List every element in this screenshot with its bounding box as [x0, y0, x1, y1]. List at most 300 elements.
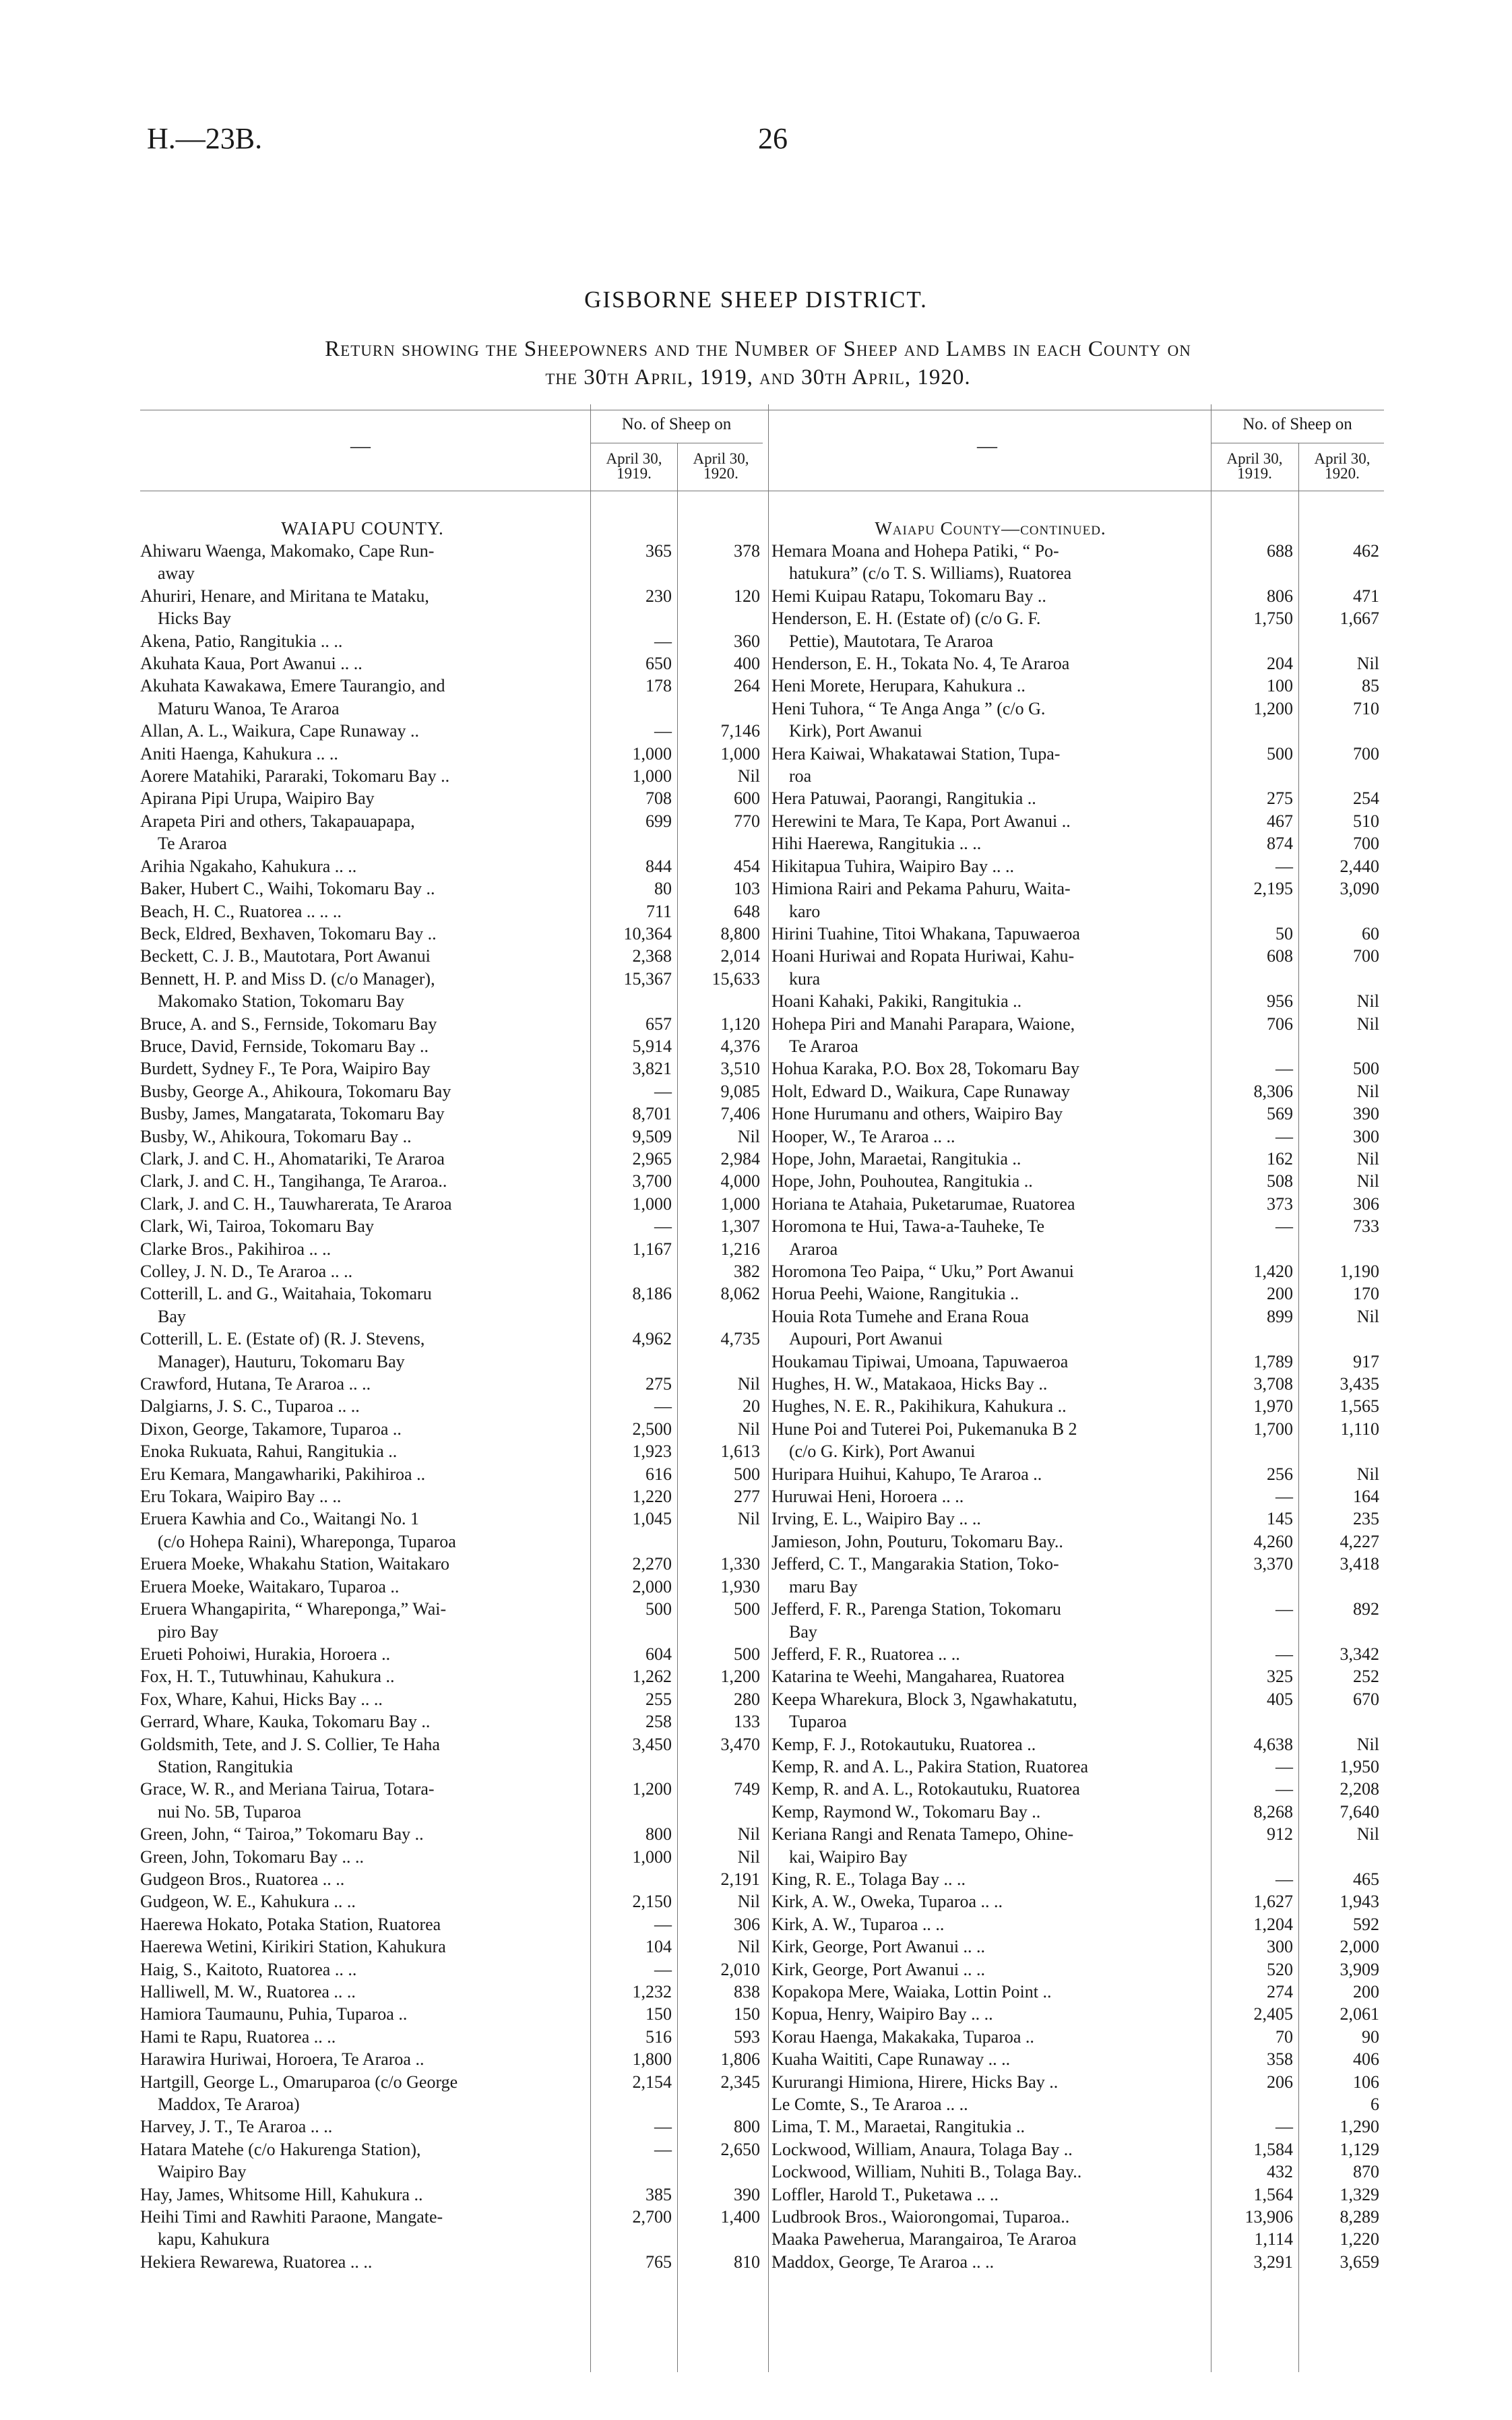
- table-row: [771, 1282, 1385, 1305]
- table-row: [140, 2206, 765, 2251]
- sheep-1919-value: —: [1275, 1644, 1293, 1664]
- sheep-1919-value: 274: [1267, 1982, 1293, 2002]
- owner-name-line: Clark, Wi, Tairoa, Tokomaru Bay: [140, 1216, 374, 1237]
- right-name-header: —: [977, 435, 997, 457]
- sheep-1919-value: 1,114: [1254, 2229, 1293, 2250]
- table-row: [140, 675, 765, 720]
- sheep-1920-value: 1,613: [720, 1441, 760, 1462]
- owner-name-line: Lockwood, William, Nuhiti B., Tolaga Bay..: [771, 2162, 1082, 2182]
- owner-name-line: Eru Tokara, Waipiro Bay .. ..: [140, 1487, 342, 1507]
- owner-name: [771, 855, 1211, 877]
- sheep-1920-value: 170: [1353, 1284, 1379, 1304]
- sheep-1919-value: 100: [1267, 676, 1293, 696]
- owner-name-line: Dixon, George, Takamore, Tuparoa ..: [140, 1419, 402, 1439]
- sheep-1919-value: —: [1275, 1599, 1293, 1619]
- left-1919-header: April 30, 1919.: [606, 450, 662, 482]
- sheep-1919-value: 4,962: [632, 1329, 672, 1349]
- table-row: [140, 923, 765, 945]
- owner-name: [140, 1013, 590, 1035]
- owner-name-line: Hihi Haerewa, Rangitukia .. ..: [771, 834, 982, 854]
- owner-name: [140, 1440, 590, 1462]
- sheep-1919-value: —: [1275, 856, 1293, 876]
- owner-name: [140, 2026, 590, 2048]
- owner-name: [771, 2115, 1211, 2138]
- sheep-1919-value: 80: [654, 879, 672, 899]
- owner-name: [140, 900, 590, 923]
- owner-name: [771, 1215, 1211, 1260]
- owner-name-line: Gudgeon, W. E., Kahukura .. ..: [140, 1892, 356, 1912]
- owner-name: [140, 1778, 590, 1823]
- table-row: [771, 1463, 1385, 1485]
- page-number: 26: [758, 122, 788, 155]
- owner-name-line: Clark, J. and C. H., Tangihanga, Te Araroa..: [140, 1171, 447, 1191]
- sheep-1919-value: 1,045: [632, 1509, 672, 1529]
- table-row: [771, 990, 1385, 1012]
- sheep-1919-value: 15,367: [623, 968, 672, 989]
- sheep-1919-value: 9,509: [632, 1126, 672, 1146]
- owner-name: [771, 2183, 1211, 2206]
- sheep-1919-value: 899: [1267, 1306, 1293, 1326]
- owner-name: [140, 540, 590, 585]
- owner-name-continuation: Maturu Wanoa, Te Araroa: [158, 698, 340, 718]
- sheep-1920-value: 1,110: [1340, 1419, 1379, 1439]
- table-row: [771, 1215, 1385, 1260]
- owner-name-line: Maddox, George, Te Araroa .. ..: [771, 2252, 995, 2272]
- owner-name: [771, 1958, 1211, 1981]
- owner-name-line: Korau Haenga, Makakaka, Tuparoa ..: [771, 2026, 1034, 2047]
- sheep-1919-value: 2,150: [632, 1892, 672, 1912]
- sheep-1919-value: 373: [1267, 1193, 1293, 1214]
- sheep-1920-value: 3,909: [1340, 1959, 1379, 1979]
- owner-name-line: Horiana te Atahaia, Puketarumae, Ruatorea: [771, 1193, 1075, 1214]
- owner-name-line: Haerewa Wetini, Kirikiri Station, Kahukura: [140, 1937, 446, 1957]
- sheep-1919-value: 4,260: [1253, 1531, 1293, 1551]
- sheep-1919-value: —: [654, 1396, 672, 1417]
- sheep-1919-value: 912: [1267, 1824, 1293, 1844]
- sheep-1920-value: Nil: [1356, 1014, 1379, 1034]
- table-row: [140, 1890, 765, 1913]
- table-row: [140, 1598, 765, 1643]
- table-row: [140, 1418, 765, 1440]
- owner-name-line: Haerewa Hokato, Potaka Station, Ruatorea: [140, 1914, 441, 1934]
- sheep-1920-value: 2,191: [720, 1869, 760, 1889]
- sheep-1920-value: 252: [1353, 1667, 1379, 1687]
- sheep-1920-value: 15,633: [712, 968, 760, 989]
- owner-name-continuation: hatukura” (c/o T. S. Williams), Ruatorea: [789, 563, 1072, 584]
- owner-name-line: Kuaha Waititi, Cape Runaway .. ..: [771, 2049, 1011, 2070]
- owner-name: [140, 2071, 590, 2116]
- sheep-1919-value: 806: [1267, 586, 1293, 606]
- table-row: [771, 1981, 1385, 2003]
- sheep-1919-value: 688: [1267, 541, 1293, 561]
- sheep-1919-value: 2,368: [632, 946, 672, 966]
- owner-name-line: Kemp, R. and A. L., Pakira Station, Ruatorea: [771, 1756, 1089, 1776]
- owner-name: [140, 2115, 590, 2138]
- sheep-1920-value: Nil: [1356, 654, 1379, 674]
- table-row: [771, 1801, 1385, 1823]
- sheep-1919-value: [590, 1260, 677, 1282]
- owner-name-line: Le Comte, S., Te Araroa .. ..: [771, 2095, 968, 2115]
- owner-name-line: Busby, George A., Ahikoura, Tokomaru Bay: [140, 1081, 451, 1101]
- owner-name: [771, 1823, 1211, 1868]
- owner-name: [140, 1035, 590, 1057]
- table-row: [140, 743, 765, 765]
- owner-name-line: Gudgeon Bros., Ruatorea .. ..: [140, 1869, 345, 1889]
- table-row: [140, 945, 765, 967]
- owner-name-line: Eruera Moeke, Waitakaro, Tuparoa ..: [140, 1576, 400, 1596]
- owner-name: [771, 1801, 1211, 1823]
- owner-name-line: Hemi Kuipau Ratapu, Tokomaru Bay ..: [771, 586, 1046, 606]
- owner-name-line: Colley, J. N. D., Te Araroa .. ..: [140, 1262, 353, 1281]
- owner-name-line: Himiona Rairi and Pekama Pahuru, Waita-: [771, 879, 1071, 899]
- sheep-1919-value: —: [654, 1081, 672, 1101]
- owner-name: [140, 1148, 590, 1170]
- owner-name-continuation: Bay: [789, 1621, 817, 1642]
- owner-name-line: Arapeta Piri and others, Takapauapapa,: [140, 811, 415, 831]
- owner-name: [140, 945, 590, 967]
- sheep-1919-value: 844: [645, 856, 672, 876]
- sheep-1919-value: 800: [645, 1824, 672, 1844]
- owner-name-line: King, R. E., Tolaga Bay .. ..: [771, 1869, 966, 1889]
- owner-name: [771, 2161, 1211, 2183]
- sheep-1920-value: 838: [734, 1982, 760, 2002]
- table-row: [140, 652, 765, 675]
- sheep-1919-value: 1,420: [1253, 1262, 1293, 1281]
- sheep-1920-value: 1,190: [1340, 1262, 1379, 1281]
- owner-name: [771, 652, 1211, 675]
- owner-name-line: Maaka Paweherua, Marangairoa, Te Araroa: [771, 2229, 1077, 2250]
- owner-name: [771, 1981, 1211, 2003]
- owner-name-line: Irving, E. L., Waipiro Bay .. ..: [771, 1509, 981, 1529]
- table-row: [771, 2228, 1385, 2250]
- owner-name-continuation: (c/o Hohepa Raini), Whareponga, Tuparoa: [158, 1531, 456, 1551]
- sheep-1920-value: 1,667: [1340, 609, 1379, 629]
- owner-name-line: Goldsmith, Tete, and J. S. Collier, Te Haha: [140, 1734, 440, 1754]
- owner-name-continuation: Station, Rangitukia: [158, 1756, 293, 1776]
- owner-name-continuation: kai, Waipiro Bay: [789, 1847, 908, 1867]
- sheep-1920-value: 90: [1362, 2026, 1379, 2047]
- owner-name-continuation: Tuparoa: [789, 1712, 847, 1732]
- sheep-1919-value: 2,195: [1253, 879, 1293, 899]
- sheep-1919-value: —: [654, 1216, 672, 1237]
- owner-name-line: Erueti Pohoiwi, Hurakia, Horoera ..: [140, 1644, 391, 1664]
- owner-name-line: Huripara Huihui, Kahupo, Te Araroa ..: [771, 1464, 1042, 1484]
- sheep-1920-value: Nil: [737, 1374, 760, 1394]
- sheep-1919-value: 150: [645, 2004, 672, 2024]
- owner-name: [771, 1395, 1211, 1417]
- table-row: [140, 1193, 765, 1215]
- table-row: [771, 2206, 1385, 2228]
- owner-name: [140, 1508, 590, 1553]
- owner-name-line: Cotterill, L. and G., Waitahaia, Tokomaru: [140, 1284, 432, 1304]
- subtitle-line-1: Return showing the Sheepowners and the Number of Sheep and Lambs in each County on: [325, 337, 1191, 361]
- sheep-1920-value: 1,220: [1340, 2229, 1379, 2250]
- center-divider: [768, 404, 769, 2372]
- owner-name: [771, 1485, 1211, 1508]
- sheep-1919-value: 874: [1267, 834, 1293, 854]
- owner-name: [771, 585, 1211, 607]
- sheep-1919-value: 385: [645, 2184, 672, 2204]
- sheep-1920-value: 800: [734, 2117, 760, 2137]
- owner-name-line: Hami te Rapu, Ruatorea .. ..: [140, 2026, 336, 2047]
- sheep-1920-value: 3,090: [1340, 879, 1379, 899]
- left-group-header: No. of Sheep on: [621, 415, 732, 433]
- table-row: [140, 1125, 765, 1148]
- owner-name: [140, 1688, 590, 1710]
- right-1920-header: April 30, 1920.: [1314, 450, 1371, 482]
- owner-name-continuation: roa: [789, 766, 812, 786]
- owner-name-line: Hone Hurumanu and others, Waipiro Bay: [771, 1104, 1063, 1124]
- table-row: [140, 2071, 765, 2116]
- sheep-1920-value: 254: [1353, 788, 1379, 809]
- owner-name: [771, 1530, 1211, 1553]
- sheep-1920-value: Nil: [737, 1126, 760, 1146]
- owner-name-line: Loffler, Harold T., Puketawa .. ..: [771, 2184, 999, 2204]
- owner-name-line: Keepa Wharekura, Block 3, Ngawhakatutu,: [771, 1689, 1077, 1709]
- sheep-1920-value: 85: [1362, 676, 1379, 696]
- sheep-1920-value: 500: [734, 1599, 760, 1619]
- owner-name-line: Cotterill, L. E. (Estate of) (R. J. Stevens,: [140, 1329, 425, 1349]
- table-row: [771, 1305, 1385, 1351]
- owner-name-line: Kemp, Raymond W., Tokomaru Bay ..: [771, 1801, 1041, 1822]
- sheep-1920-value: 7,406: [720, 1104, 760, 1124]
- owner-name-line: Arihia Ngakaho, Kahukura .. ..: [140, 856, 357, 876]
- sheep-1919-value: 1,000: [632, 1847, 672, 1867]
- sheep-1919-value: 2,700: [632, 2207, 672, 2227]
- sheep-1919-value: 1,800: [632, 2049, 672, 2070]
- owner-name-continuation: Bay: [158, 1306, 186, 1326]
- table-row: [771, 945, 1385, 990]
- owner-name-line: Haig, S., Kaitoto, Ruatorea .. ..: [140, 1959, 357, 1979]
- sheep-1920-value: 2,208: [1340, 1779, 1379, 1799]
- owner-name: [140, 1576, 590, 1598]
- sheep-1919-value: 1,627: [1253, 1892, 1293, 1912]
- sheep-1920-value: 103: [734, 879, 760, 899]
- left-name-header: —: [350, 435, 371, 457]
- owner-name-line: Katarina te Weehi, Mangaharea, Ruatorea: [771, 1667, 1065, 1687]
- owner-name-line: Hohepa Piri and Manahi Parapara, Waione,: [771, 1014, 1075, 1034]
- sheep-1919-value: 50: [1275, 923, 1293, 943]
- sheep-1920-value: 382: [734, 1262, 760, 1281]
- owner-name-line: Akuhata Kaua, Port Awanui .. ..: [140, 654, 363, 674]
- sheep-1920-value: 2,014: [720, 946, 760, 966]
- owner-name-line: Jefferd, F. R., Parenga Station, Tokomaru: [771, 1599, 1061, 1619]
- sheep-1920-value: 2,440: [1340, 856, 1379, 876]
- sheep-1920-value: 300: [1353, 1126, 1379, 1146]
- table-row: [140, 2183, 765, 2206]
- sheep-1919-value: 956: [1267, 991, 1293, 1012]
- sheep-1919-value: 1,000: [632, 1193, 672, 1214]
- table-row: [140, 877, 765, 900]
- owner-name-line: Clark, J. and C. H., Ahomatariki, Te Araroa: [140, 1148, 445, 1169]
- owner-name: [771, 1508, 1211, 1530]
- sheep-1920-value: Nil: [737, 1824, 760, 1844]
- owner-name-continuation: Aupouri, Port Awanui: [789, 1329, 943, 1349]
- table-row: [140, 1215, 765, 1237]
- owner-name-line: Crawford, Hutana, Te Araroa .. ..: [140, 1374, 371, 1394]
- sheep-1919-value: 1,262: [632, 1667, 672, 1687]
- sheep-1919-value: 3,708: [1253, 1374, 1293, 1394]
- sheep-1919-value: 1,970: [1253, 1396, 1293, 1417]
- owner-name: [140, 585, 590, 630]
- owner-name-line: Beck, Eldred, Bexhaven, Tokomaru Bay ..: [140, 923, 437, 943]
- sheep-1919-value: 711: [645, 901, 672, 921]
- sheep-1920-value: 3,342: [1340, 1644, 1379, 1664]
- table-row: [140, 810, 765, 855]
- table-row: [140, 1373, 765, 1395]
- sheep-1920-value: 1,943: [1340, 1892, 1379, 1912]
- owner-name-line: Heihi Timi and Rawhiti Paraone, Mangate-: [140, 2207, 443, 2227]
- sheep-1920-value: 390: [1353, 1104, 1379, 1124]
- sheep-1919-value: —: [654, 2139, 672, 2159]
- sheep-1919-value: —: [654, 1959, 672, 1979]
- owner-name-line: Horua Peehi, Waione, Rangitukia ..: [771, 1284, 1019, 1304]
- sheep-1920-value: 1,120: [720, 1014, 760, 1034]
- table-row: [140, 1463, 765, 1485]
- owner-name-line: Ludbrook Bros., Waiorongomai, Tuparoa..: [771, 2207, 1070, 2227]
- owner-name-line: Kopakopa Mere, Waiaka, Lottin Point ..: [771, 1982, 1052, 2002]
- table-row: [771, 1530, 1385, 1553]
- sheep-1920-value: 306: [1353, 1193, 1379, 1214]
- owner-name: [140, 1643, 590, 1665]
- owner-name-line: Hune Poi and Tuterei Poi, Pukemanuka B 2: [771, 1419, 1077, 1439]
- table-row: [140, 2003, 765, 2025]
- table-row: [771, 787, 1385, 809]
- sheep-1919-value: 765: [645, 2252, 672, 2272]
- sheep-1919-value: 8,701: [632, 1104, 672, 1124]
- owner-name: [771, 877, 1211, 923]
- owner-name: [140, 2206, 590, 2251]
- owner-name: [771, 2093, 1211, 2115]
- owner-name-line: Keriana Rangi and Renata Tamepo, Ohine-: [771, 1824, 1074, 1844]
- owner-name: [771, 923, 1211, 945]
- sheep-1920-value: 1,216: [720, 1239, 760, 1259]
- owner-name: [771, 1756, 1211, 1778]
- sheep-1919-value: 255: [645, 1689, 672, 1709]
- owner-name-line: Bruce, A. and S., Fernside, Tokomaru Bay: [140, 1014, 437, 1034]
- sheep-1920-value: 465: [1353, 1869, 1379, 1889]
- sheep-1920-value: 164: [1353, 1487, 1379, 1507]
- owner-name-line: Ahiwaru Waenga, Makomako, Cape Run-: [140, 541, 435, 561]
- owner-name: [140, 1373, 590, 1395]
- sheep-1920-value: 462: [1353, 541, 1379, 561]
- owner-name-line: Fox, Whare, Kahui, Hicks Bay .. ..: [140, 1689, 383, 1709]
- owner-name: [771, 1688, 1211, 1733]
- table-row: [140, 2048, 765, 2070]
- table-row: [771, 1756, 1385, 1778]
- sheep-1920-value: 1,930: [720, 1576, 760, 1596]
- sheep-1920-value: 2,345: [720, 2072, 760, 2092]
- owner-name: [771, 1373, 1211, 1395]
- sheep-1919-value: 1,000: [632, 766, 672, 786]
- table-row: [140, 1576, 765, 1598]
- owner-name: [140, 1260, 590, 1282]
- owner-name: [771, 2003, 1211, 2025]
- sheep-1920-value: 406: [1353, 2049, 1379, 2070]
- owner-name-line: Kirk, George, Port Awanui .. ..: [771, 1937, 986, 1957]
- table-row: [140, 1846, 765, 1868]
- sheep-1919-value: [590, 1868, 677, 1890]
- sheep-1920-value: 106: [1353, 2072, 1379, 2092]
- sheep-1920-value: 20: [743, 1396, 760, 1417]
- sheep-1919-value: 1,220: [632, 1487, 672, 1507]
- owner-name-line: Heni Tuhora, “ Te Anga Anga ” (c/o G.: [771, 698, 1046, 718]
- owner-name: [140, 1958, 590, 1981]
- owner-name: [771, 1463, 1211, 1485]
- sheep-1920-value: 810: [734, 2252, 760, 2272]
- owner-name: [771, 1890, 1211, 1913]
- sheep-1920-value: Nil: [1356, 1171, 1379, 1191]
- owner-name: [771, 1103, 1211, 1125]
- owner-name-line: Hekiera Rewarewa, Ruatorea .. ..: [140, 2252, 373, 2272]
- table-row: [140, 1913, 765, 1935]
- sheep-1919-value: 13,906: [1245, 2207, 1293, 2227]
- table-row: [140, 540, 765, 585]
- sheep-1920-value: 235: [1353, 1509, 1379, 1529]
- sheep-1919-value: —: [1275, 1779, 1293, 1799]
- table-row: [140, 1778, 765, 1823]
- owner-name-line: Hera Kaiwai, Whakatawai Station, Tupa-: [771, 743, 1061, 764]
- owner-name: [140, 1913, 590, 1935]
- owner-name: [140, 1238, 590, 1260]
- table-row: [140, 2251, 765, 2273]
- owner-name: [771, 1778, 1211, 1800]
- table-row: [771, 2161, 1385, 2183]
- table-row: [771, 607, 1385, 652]
- owner-name-line: Akena, Patio, Rangitukia .. ..: [140, 631, 343, 651]
- owner-name-continuation: Te Araroa: [789, 1036, 858, 1056]
- table-row: [771, 1148, 1385, 1170]
- table-row: [771, 923, 1385, 945]
- owner-name: [140, 1080, 590, 1103]
- table-row: [140, 1395, 765, 1417]
- sheep-1920-value: 733: [1353, 1216, 1379, 1237]
- table-row: [140, 1170, 765, 1192]
- sheep-1920-value: 306: [734, 1914, 760, 1934]
- sheep-1919-value: 3,450: [632, 1734, 672, 1754]
- table-row: [140, 1328, 765, 1373]
- owner-name-line: Kirk, A. W., Tuparoa .. ..: [771, 1914, 945, 1934]
- owner-name-line: Bruce, David, Fernside, Tokomaru Bay ..: [140, 1036, 429, 1056]
- sheep-1919-value: 1,564: [1253, 2184, 1293, 2204]
- sheep-1920-value: Nil: [737, 1419, 760, 1439]
- table-row: [140, 1035, 765, 1057]
- owner-name-line: Hope, John, Pouhoutea, Rangitukia ..: [771, 1171, 1033, 1191]
- owner-name-continuation: Hicks Bay: [158, 609, 232, 629]
- sheep-1920-value: 400: [734, 654, 760, 674]
- table-row: [771, 675, 1385, 697]
- owner-name-line: Jamieson, John, Pouturu, Tokomaru Bay..: [771, 1531, 1063, 1551]
- owner-name-line: Eruera Kawhia and Co., Waitangi No. 1: [140, 1509, 420, 1529]
- right-group-header: No. of Sheep on: [1242, 415, 1352, 433]
- owner-name: [140, 675, 590, 720]
- sheep-1920-value: Nil: [1356, 1148, 1379, 1169]
- table-row: [771, 1013, 1385, 1058]
- owner-name-line: Hughes, N. E. R., Pakihikura, Kahukura ..: [771, 1396, 1067, 1417]
- owner-name-line: Kopua, Henry, Waipiro Bay .. ..: [771, 2004, 993, 2024]
- owner-name-line: Lima, T. M., Maraetai, Rangitukia ..: [771, 2117, 1025, 2137]
- owner-name-continuation: Manager), Hauturu, Tokomaru Bay: [158, 1351, 405, 1371]
- table-row: [771, 1913, 1385, 1935]
- owner-name-line: Beckett, C. J. B., Mautotara, Port Awanui: [140, 946, 431, 966]
- document-title: GISBORNE SHEEP DISTRICT.: [584, 286, 928, 313]
- header-ref: H.—23B.: [147, 122, 263, 155]
- owner-name: [771, 1733, 1211, 1756]
- owner-name: [771, 1913, 1211, 1935]
- owner-name-line: Fox, H. T., Tutuwhinau, Kahukura ..: [140, 1667, 395, 1687]
- sheep-1919-value: 8,306: [1253, 1081, 1293, 1101]
- left-table: [140, 518, 765, 2273]
